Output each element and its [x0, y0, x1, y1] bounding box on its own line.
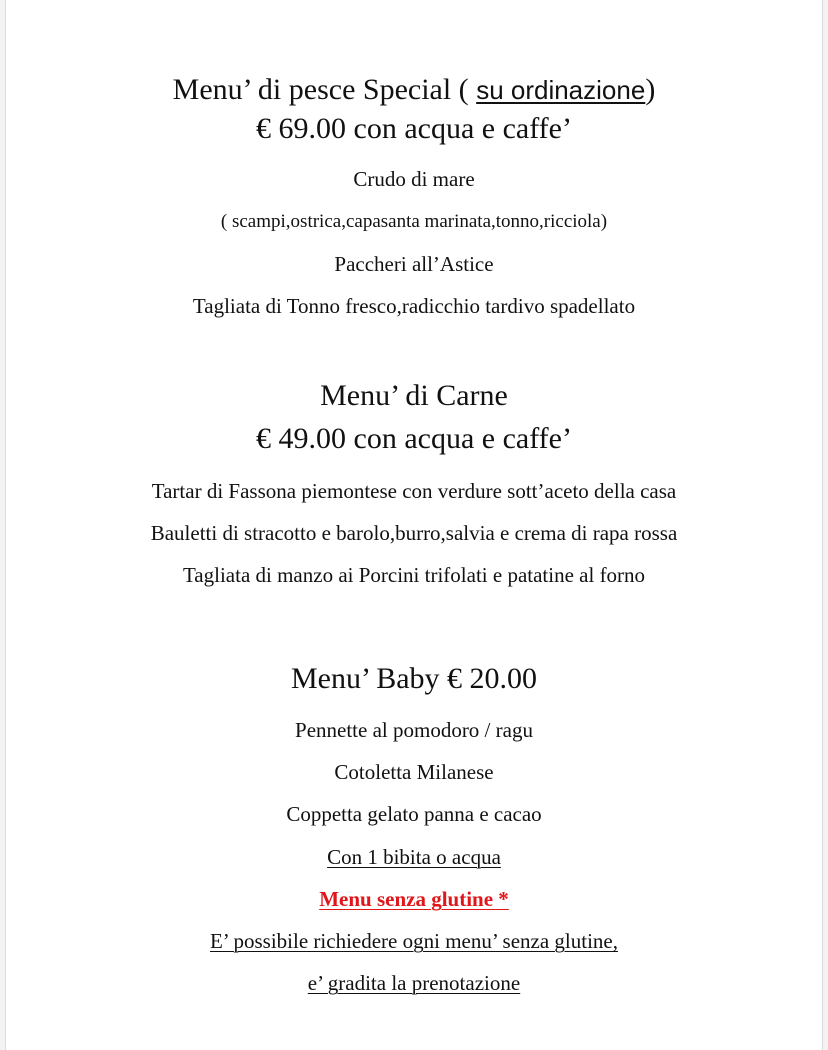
meat-menu-item: Tagliata di manzo ai Porcini trifolati e patatine al forno — [182, 563, 646, 587]
fish-menu-price: € 69.00 con acqua e caffe’ — [256, 112, 572, 145]
baby-menu-title: Menu’ Baby € 20.00 — [290, 662, 538, 695]
menu-page — [5, 0, 823, 1050]
fish-menu-title-suffix: ) — [645, 73, 656, 106]
baby-menu-item: Pennette al pomodoro / ragu — [295, 718, 533, 742]
baby-menu-item: Cotoletta Milanese — [334, 760, 494, 784]
gluten-free-note — [6, 928, 822, 954]
gluten-free-note-line1: E’ possibile richiedere ogni menu’ senza glutine, — [209, 929, 618, 953]
meat-menu-item: Tartar di Fassona piemontese con verdure sott’aceto della casa — [151, 479, 677, 503]
baby-menu-drink-note — [6, 844, 822, 870]
fish-menu-item: Paccheri all’Astice — [334, 252, 494, 276]
fish-menu-item: ( scampi,ostrica,capasanta marinata,tonno,ricciola) — [220, 211, 608, 232]
fish-menu-order-note: su ordinazione — [476, 75, 646, 105]
meat-menu-price: € 49.00 con acqua e caffe’ — [256, 422, 572, 455]
meat-menu-item: Bauletti di stracotto e barolo,burro,salvia e crema di rapa rossa — [150, 521, 678, 545]
meat-menu-title: Menu’ di Carne — [320, 379, 508, 412]
gluten-free-note-line2: e’ gradita la prenotazione — [307, 971, 521, 995]
baby-menu-item: Coppetta gelato panna e cacao — [286, 802, 542, 826]
gluten-free-note — [6, 970, 822, 996]
fish-menu-item: Crudo di mare — [353, 167, 475, 191]
fish-menu-title-prefix: Menu’ di pesce Special ( — [172, 73, 477, 106]
fish-menu-title — [6, 72, 822, 108]
fish-menu-item: Tagliata di Tonno fresco,radicchio tardivo spadellato — [192, 294, 636, 318]
gluten-free-title-text: Menu senza glutine * — [319, 887, 509, 911]
gluten-free-title — [6, 886, 822, 912]
drink-note-text: Con 1 bibita o acqua — [327, 845, 501, 869]
